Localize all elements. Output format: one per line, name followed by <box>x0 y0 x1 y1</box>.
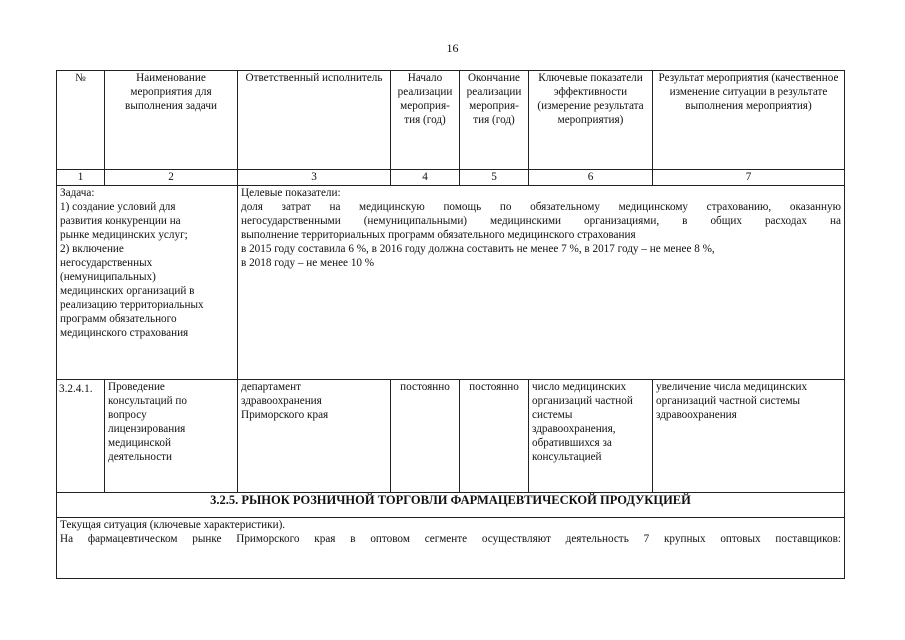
page-number: 16 <box>446 41 459 55</box>
task-row <box>57 186 845 380</box>
header-row <box>57 71 845 170</box>
column-number: 3 <box>238 170 391 186</box>
item-number: 3.2.4.1. <box>57 380 105 493</box>
item-indicator-line: здравоохранения, <box>532 423 616 435</box>
item-indicator-line: число медицинских <box>532 381 627 393</box>
targets-label: Целевые показатели: <box>241 187 341 199</box>
item-result-line: организаций частной системы <box>656 395 801 407</box>
item-indicator-cell <box>529 380 653 493</box>
targets-line: в 2015 году составила 6 %, в 2016 году должна составить не менее 7 %, в 2017 году – не менее 8 %, <box>241 243 715 255</box>
header-cell-number: № <box>57 71 105 170</box>
situation-text: На фармацевтическом рынке Приморского края в оптовом сегменте осуществляют деятельность 7 крупных оптовых поставщиков: <box>60 533 841 545</box>
task-line: развития конкуренции на <box>60 215 181 227</box>
section-row <box>57 493 845 518</box>
header-cell-start: Начало реализации мероприя-тия (год) <box>391 71 460 170</box>
targets-line: доля затрат на медицинскую помощь по обязательному медицинскому страхованию, оказанную <box>241 201 841 213</box>
column-number: 7 <box>653 170 845 186</box>
item-executor-line: здравоохранения <box>241 395 322 407</box>
item-indicator-line: обратившихся за <box>532 437 612 449</box>
item-name-cell <box>105 380 238 493</box>
column-number: 4 <box>391 170 460 186</box>
item-executor-line: Приморского края <box>241 409 329 421</box>
item-result-line: увеличение числа медицинских <box>656 381 808 393</box>
task-line: реализацию территориальных <box>60 299 204 311</box>
item-name-line: Проведение <box>108 381 165 393</box>
target-indicators-cell <box>238 186 845 380</box>
header-cell-name: Наименование мероприятия для выполнения задачи <box>105 71 238 170</box>
column-number: 5 <box>460 170 529 186</box>
situation-row <box>57 518 845 579</box>
item-executor-line: департамент <box>241 381 301 393</box>
task-label: Задача: <box>60 187 95 199</box>
item-name-line: консультаций по <box>108 395 187 407</box>
item-end: постоянно <box>460 380 529 493</box>
task-line: негосударственных <box>60 257 153 269</box>
column-number: 6 <box>529 170 653 186</box>
item-name-line: вопросу <box>108 409 147 421</box>
situation-label: Текущая ситуация (ключевые характеристики). <box>60 519 286 531</box>
item-result-line: здравоохранения <box>656 409 737 421</box>
header-cell-result: Результат мероприятия (качественное изменение ситуации в результате выполнения мероприятия) <box>653 71 845 170</box>
item-start: постоянно <box>391 380 460 493</box>
item-result-cell <box>653 380 845 493</box>
task-line: 1) создание условий для <box>60 201 176 213</box>
item-executor-cell <box>238 380 391 493</box>
item-name-line: деятельности <box>108 451 173 463</box>
task-line: 2) включение <box>60 243 124 255</box>
header-cell-end: Окончание реализации мероприя-тия (год) <box>460 71 529 170</box>
task-line: медицинского страхования <box>60 327 189 339</box>
item-indicator-line: консультацией <box>532 451 602 463</box>
targets-line: негосударственными (немуниципальными) медицинскими организациями, в общих расходах на <box>241 215 841 227</box>
targets-line: в 2018 году – не менее 10 % <box>241 257 375 269</box>
item-name-line: лицензирования <box>108 423 186 435</box>
task-line: медицинских организаций в <box>60 285 195 297</box>
table-row <box>57 380 845 493</box>
section-title: 3.2.5. РЫНОК РОЗНИЧНОЙ ТОРГОВЛИ ФАРМАЦЕВТИЧЕСКОЙ ПРОДУКЦИЕЙ <box>57 493 845 518</box>
column-number: 2 <box>105 170 238 186</box>
task-line: программ обязательного <box>60 313 177 325</box>
targets-line: выполнение территориальных программ обязательного медицинского страхования <box>241 229 636 241</box>
header-cell-executor: Ответственный исполнитель <box>238 71 391 170</box>
situation-cell <box>57 518 845 579</box>
task-line: (немуниципальных) <box>60 271 156 283</box>
measures-table <box>56 70 845 579</box>
task-line: рынке медицинских услуг; <box>60 229 188 241</box>
item-indicator-line: организаций частной <box>532 395 633 407</box>
item-name-line: медицинской <box>108 437 171 449</box>
column-numbers-row <box>57 170 845 186</box>
task-cell <box>57 186 238 380</box>
header-cell-indicators: Ключевые показатели эффективности (измерение результата мероприятия) <box>529 71 653 170</box>
item-indicator-line: системы <box>532 409 573 421</box>
column-number: 1 <box>57 170 105 186</box>
